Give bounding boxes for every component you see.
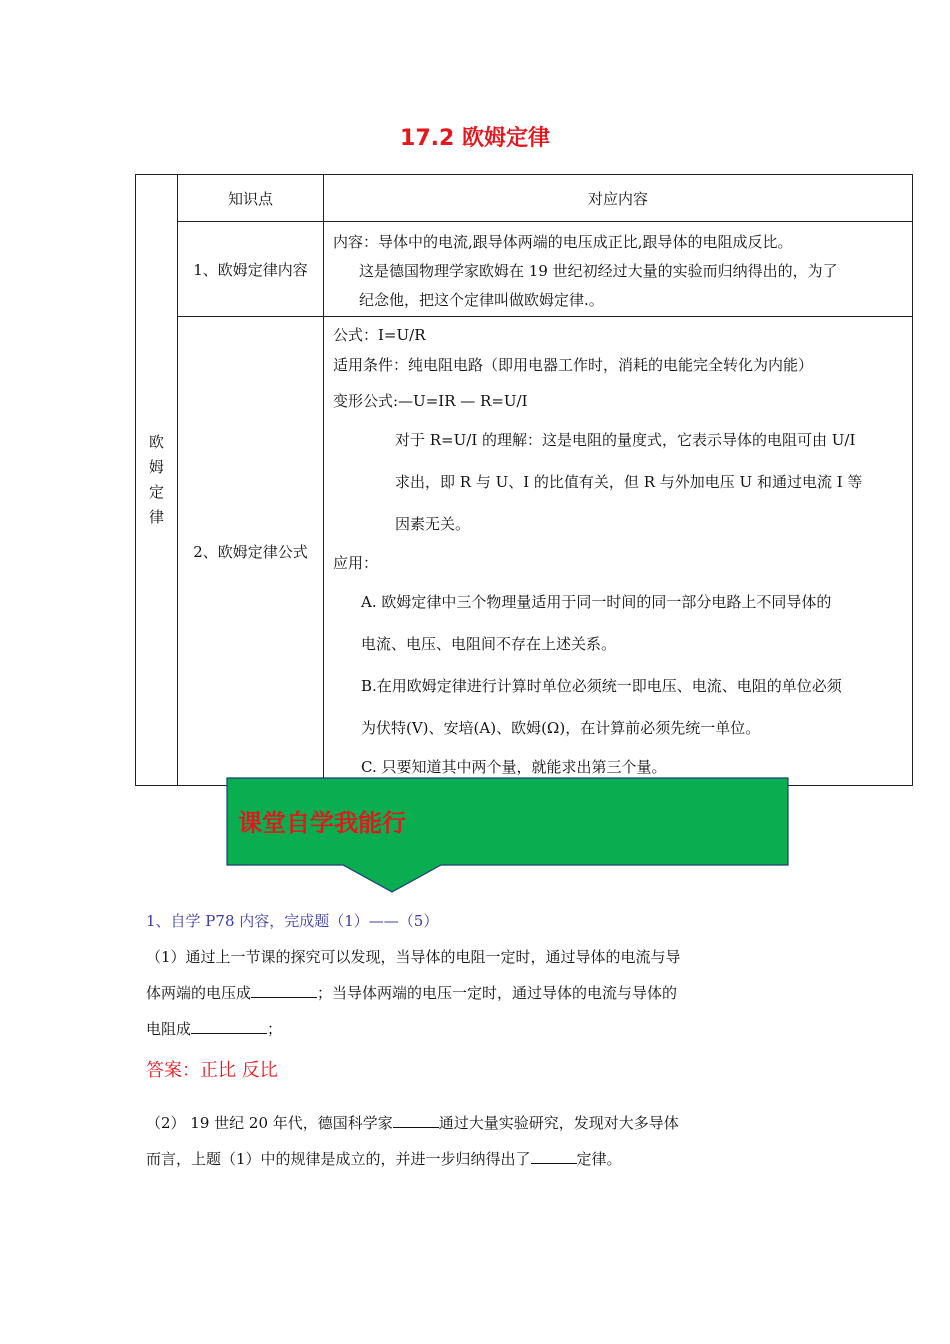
fill-blank[interactable]	[191, 1019, 267, 1034]
side-char: 姆	[148, 458, 164, 476]
understand-line: 求出，即 R 与 U、I 的比值有关，但 R 与外加电压 U 和通过电流 I 等	[395, 473, 863, 491]
apply-a-line: 电流、电压、电阻间不存在上述关系。	[361, 635, 617, 653]
row-label-content: 1、欧姆定律内容	[178, 222, 324, 317]
row-label-formula: 2、欧姆定律公式	[178, 317, 324, 786]
side-char: 律	[148, 508, 164, 526]
page-title: 17.2 欧姆定律	[400, 126, 550, 151]
banner-title: 课堂自学我能行	[238, 809, 406, 837]
content-line: 这是德国物理学家欧姆在 19 世纪初经过大量的实验而归纳得出的，为了	[359, 262, 838, 280]
header-content: 对应内容	[324, 175, 913, 222]
q1-line-2	[146, 982, 677, 1003]
fill-blank[interactable]	[393, 1113, 439, 1128]
questions-heading: 1、自学 P78 内容，完成题（1）——（5）	[146, 912, 439, 930]
apply-line: 应用：	[333, 554, 379, 572]
q2-text: 而言，上题（1）中的规律是成立的，并进一步归纳得出了	[146, 1150, 531, 1168]
q1-text: ；	[267, 1020, 283, 1038]
side-char: 欧	[148, 433, 164, 451]
q1-text: 体两端的电压成	[146, 984, 252, 1002]
q1-text: 电阻成	[146, 1020, 192, 1038]
q1-text: ；当导体两端的电压一定时，通过导体的电流与导体的	[317, 984, 678, 1002]
answer-text: 答案：正比 反比	[146, 1060, 278, 1081]
apply-b-line: 为伏特(V)、安培(A)、欧姆(Ω)，在计算前必须先统一单位。	[361, 719, 761, 737]
q2-line-2	[146, 1148, 622, 1169]
content-line: 纪念他，把这个定律叫做欧姆定律.。	[359, 291, 604, 309]
variant-line: 变形公式:—U=IR — R=U/I	[333, 392, 528, 410]
q1-line-3	[146, 1018, 282, 1039]
content-line: 内容：导体中的电流,跟导体两端的电压成正比,跟导体的电阻成反比。	[333, 233, 793, 251]
understand-line: 对于 R=U/I 的理解：这是电阻的量度式，它表示导体的电阻可由 U/I	[395, 431, 856, 449]
apply-b-line: B.在用欧姆定律进行计算时单位必须统一即电压、电流、电阻的单位必须	[361, 677, 842, 695]
side-char: 定	[148, 483, 164, 501]
understand-line: 因素无关。	[395, 515, 471, 533]
fill-blank[interactable]	[531, 1149, 577, 1164]
apply-c-line: C. 只要知道其中两个量，就能求出第三个量。	[361, 758, 667, 776]
condition-line: 适用条件：纯电阻电路（即用电器工作时，消耗的电能完全转化为内能）	[333, 356, 814, 374]
fill-blank[interactable]	[251, 983, 317, 998]
q2-text: 定律。	[576, 1150, 622, 1168]
q1-line-1: （1）通过上一节课的探究可以发现，当导体的电阻一定时，通过导体的电流与导	[146, 948, 681, 966]
q2-text: （2） 19 世纪 20 年代，德国科学家	[146, 1114, 393, 1132]
apply-a-line: A. 欧姆定律中三个物理量适用于同一时间的同一部分电路上不同导体的	[361, 593, 832, 611]
q2-text: 通过大量实验研究，发现对大多导体	[438, 1114, 679, 1132]
q2-line-1	[146, 1112, 679, 1133]
formula-line: 公式：I=U/R	[333, 326, 426, 344]
header-knowledge-point: 知识点	[178, 175, 324, 222]
